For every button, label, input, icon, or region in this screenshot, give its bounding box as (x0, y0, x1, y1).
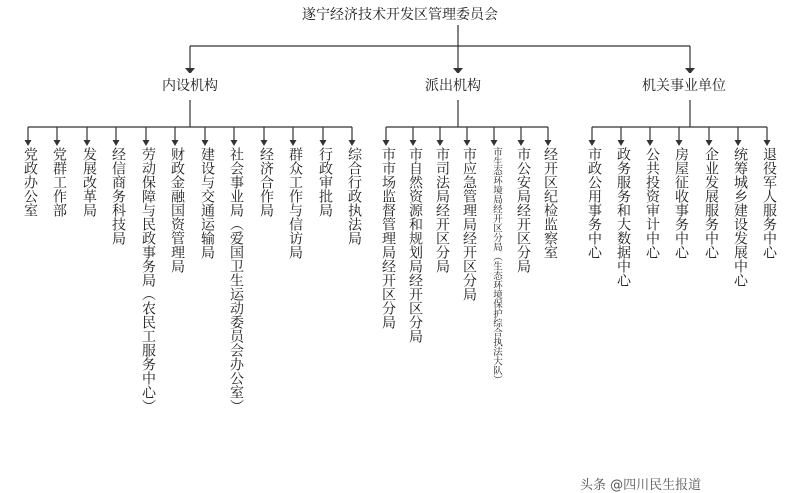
unit-development-reform: 发展改革局 (81, 147, 97, 217)
unit-municipal-affairs-center: 市政公用事务中心 (586, 147, 602, 259)
unit-arrow (410, 140, 417, 146)
unit-arrow (437, 140, 444, 146)
unit-arrow (349, 140, 356, 146)
unit-arrow (290, 140, 297, 146)
unit-administrative-approval: 行政审批局 (317, 147, 333, 217)
unit-justice-branch: 市司法局经开区分局 (434, 147, 450, 273)
unit-arrow (676, 140, 683, 146)
unit-arrow (202, 140, 209, 146)
unit-veterans-service: 退役军人服务中心 (761, 147, 777, 259)
unit-arrow (491, 140, 498, 146)
unit-arrow (518, 140, 525, 146)
unit-party-office: 党政办公室 (22, 147, 38, 217)
unit-arrow (320, 140, 327, 146)
unit-party-masses-dept: 党群工作部 (51, 147, 67, 217)
category-internal-institutions: 内设机构 (152, 73, 228, 99)
unit-arrow (735, 140, 742, 146)
unit-gov-services-bigdata-center: 政务服务和大数据中心 (615, 147, 631, 287)
unit-petitions: 群众工作与信访局 (287, 147, 303, 259)
unit-arrow (618, 140, 625, 146)
unit-natural-resources-branch: 市自然资源和规划局经开区分局 (407, 147, 423, 343)
unit-law-enforcement: 综合行政执法局 (346, 147, 362, 245)
unit-labor-civil-affairs: 劳动保障与民政事务局（农民工服务中心） (140, 147, 156, 413)
unit-arrow (706, 140, 713, 146)
unit-police-branch: 市公安局经开区分局 (515, 147, 531, 273)
unit-arrow (464, 140, 471, 146)
unit-public-investment-audit: 公共投资审计中心 (644, 147, 660, 259)
unit-arrow (54, 140, 61, 146)
unit-discipline-inspection: 经开区纪检监察室 (542, 147, 558, 259)
unit-economic-cooperation: 经济合作局 (258, 147, 274, 217)
unit-arrow (25, 140, 32, 146)
unit-arrow (589, 140, 596, 146)
category-public-service-units: 机关事业单位 (632, 73, 736, 99)
unit-arrow (261, 140, 268, 146)
unit-arrow (383, 140, 390, 146)
unit-enterprise-development: 企业发展服务中心 (703, 147, 719, 259)
unit-market-supervision-branch: 市市场监督管理局经开区分局 (380, 147, 396, 329)
unit-arrow (764, 140, 771, 146)
unit-finance-state-assets: 财政金融国资管理局 (169, 147, 185, 273)
unit-arrow (143, 140, 150, 146)
watermark: 头条 @四川民生报道 (580, 478, 702, 493)
unit-emergency-branch: 市应急管理局经开区分局 (461, 147, 477, 301)
root-node: 遂宁经济技术开发区管理委员会 (302, 7, 498, 23)
category-dispatched-agencies: 派出机构 (415, 73, 491, 99)
unit-arrow (84, 140, 91, 146)
unit-arrow (545, 140, 552, 146)
unit-urban-rural-development: 统筹城乡建设发展中心 (732, 147, 748, 287)
unit-arrow (113, 140, 120, 146)
unit-social-affairs: 社会事业局（爱国卫生运动委员会办公室） (228, 147, 244, 413)
unit-arrow (647, 140, 654, 146)
unit-construction-transport: 建设与交通运输局 (199, 147, 215, 259)
unit-arrow (172, 140, 179, 146)
unit-economy-commerce-tech: 经信商务科技局 (110, 147, 126, 245)
unit-arrow (231, 140, 238, 146)
unit-ecology-branch: 市生态环境局经开区分局（生态环境保护综合执法大队） (491, 147, 502, 385)
unit-housing-expropriation: 房屋征收事务中心 (673, 147, 689, 259)
